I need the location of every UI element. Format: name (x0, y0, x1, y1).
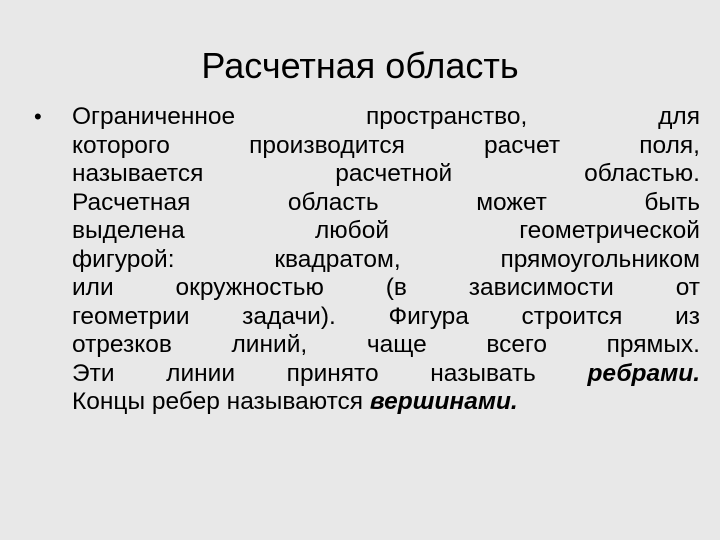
paragraph-line-edges (72, 360, 700, 389)
paragraph-line: фигурой: квадратом, прямоугольником (72, 245, 700, 273)
paragraph-line: геометрии задачи). Фигура строится из (72, 302, 700, 330)
paragraph-line: называется расчетной областью. (72, 160, 700, 187)
term-vertices: вершинами. (369, 388, 518, 415)
paragraph-line: Расчетная область может быть (72, 188, 700, 216)
paragraph-line-text: Концы ребер называются (72, 388, 370, 415)
paragraph-line-vertices (72, 388, 700, 417)
term-edges: ребрами. (587, 359, 700, 387)
paragraph-line: Ограниченное пространство, для (72, 103, 700, 130)
bullet-marker: • (34, 104, 42, 129)
paragraph-text (72, 103, 700, 417)
slide-title: Расчетная область (201, 45, 519, 86)
paragraph-line: которого производится расчет поля, (72, 131, 700, 159)
paragraph-line-text: Эти линии принято называть (72, 359, 588, 387)
paragraph-line: или окружностью (в зависимости от (72, 274, 700, 301)
paragraph-line: отрезков линий, чаще всего прямых. (72, 331, 700, 358)
paragraph-line: выделена любой геометрической (72, 217, 700, 244)
